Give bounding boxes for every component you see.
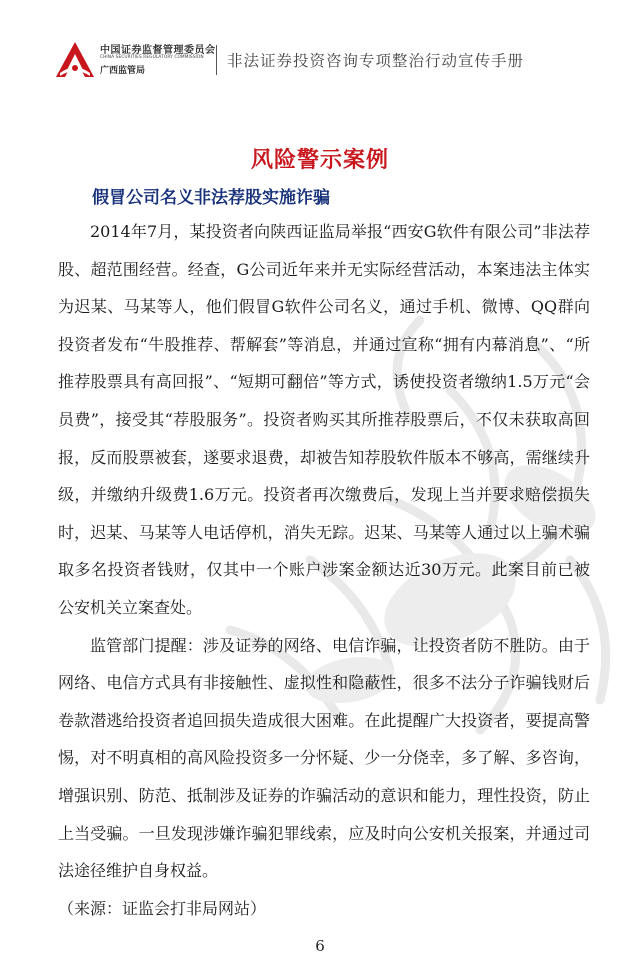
- header-divider: [216, 45, 217, 75]
- section-title: 风险警示案例: [250, 147, 389, 173]
- case-body: [58, 213, 590, 927]
- org-name-en: CHINA SECURITIES REGULATORY COMMISSION: [100, 55, 204, 60]
- case-paragraph-1: 2014年7月，某投资者向陕西证监局举报“西安G软件有限公司”非法荐股、超范围经营。经查，G公司近年来并无实际经营活动，本案违法主体实为迟某、马某等人，他们假冒G软件公司名义，通过手机、微博、QQ群向投资者发布“牛股推荐、帮解套”等消息，并通过宣称“拥有内幕消息”、“所推荐股票具有高回报”、“短期可翻倍”等方式，诱使投资者缴纳1.5万元“会员费”，接受其“荐股服务”。投资者购买其所推荐股票后，不仅未获取高回报，反而股票被套，遂要求退费，却被告知荐股软件版本不够高，需继续升级，并缴纳升级费1.6万元。投资者再次缴费后，发现上当并要求赔偿损失时，迟某、马某等人电话停机，消失无踪。迟某、马某等人通过以上骗术骗取多名投资者钱财，仅其中一个账户涉案金额达近30万元。此案目前已被公安机关立案查处。: [58, 222, 590, 617]
- page-number: 6: [315, 937, 325, 955]
- case-title: 假冒公司名义非法荐股实施诈骗: [92, 188, 330, 208]
- org-name-cn: 中国证券监督管理委员会: [100, 45, 216, 56]
- page-header: [0, 0, 640, 86]
- csrc-logo-icon: [54, 40, 96, 80]
- org-branch: 广西监管局: [100, 66, 146, 76]
- handbook-title: 非法证券投资咨询专项整治行动宣传手册: [227, 52, 525, 70]
- case-source: （来源：证监会打非局网站）: [58, 898, 267, 918]
- case-paragraph-2: 监管部门提醒：涉及证券的网络、电信诈骗，让投资者防不胜防。由于网络、电信方式具有非接触性、虚拟性和隐蔽性，很多不法分子诈骗钱财后卷款潜逃给投资者追回损失造成很大困难。在此提醒广大投资者，要提高警惕，对不明真相的高风险投资多一分怀疑、少一分侥幸，多了解、多咨询，增强识别、防范、抵制涉及证券的诈骗活动的意识和能力，理性投资，防止上当受骗。一旦发现涉嫌诈骗犯罪线索，应及时向公安机关报案，并通过司法途径维护自身权益。: [58, 635, 590, 881]
